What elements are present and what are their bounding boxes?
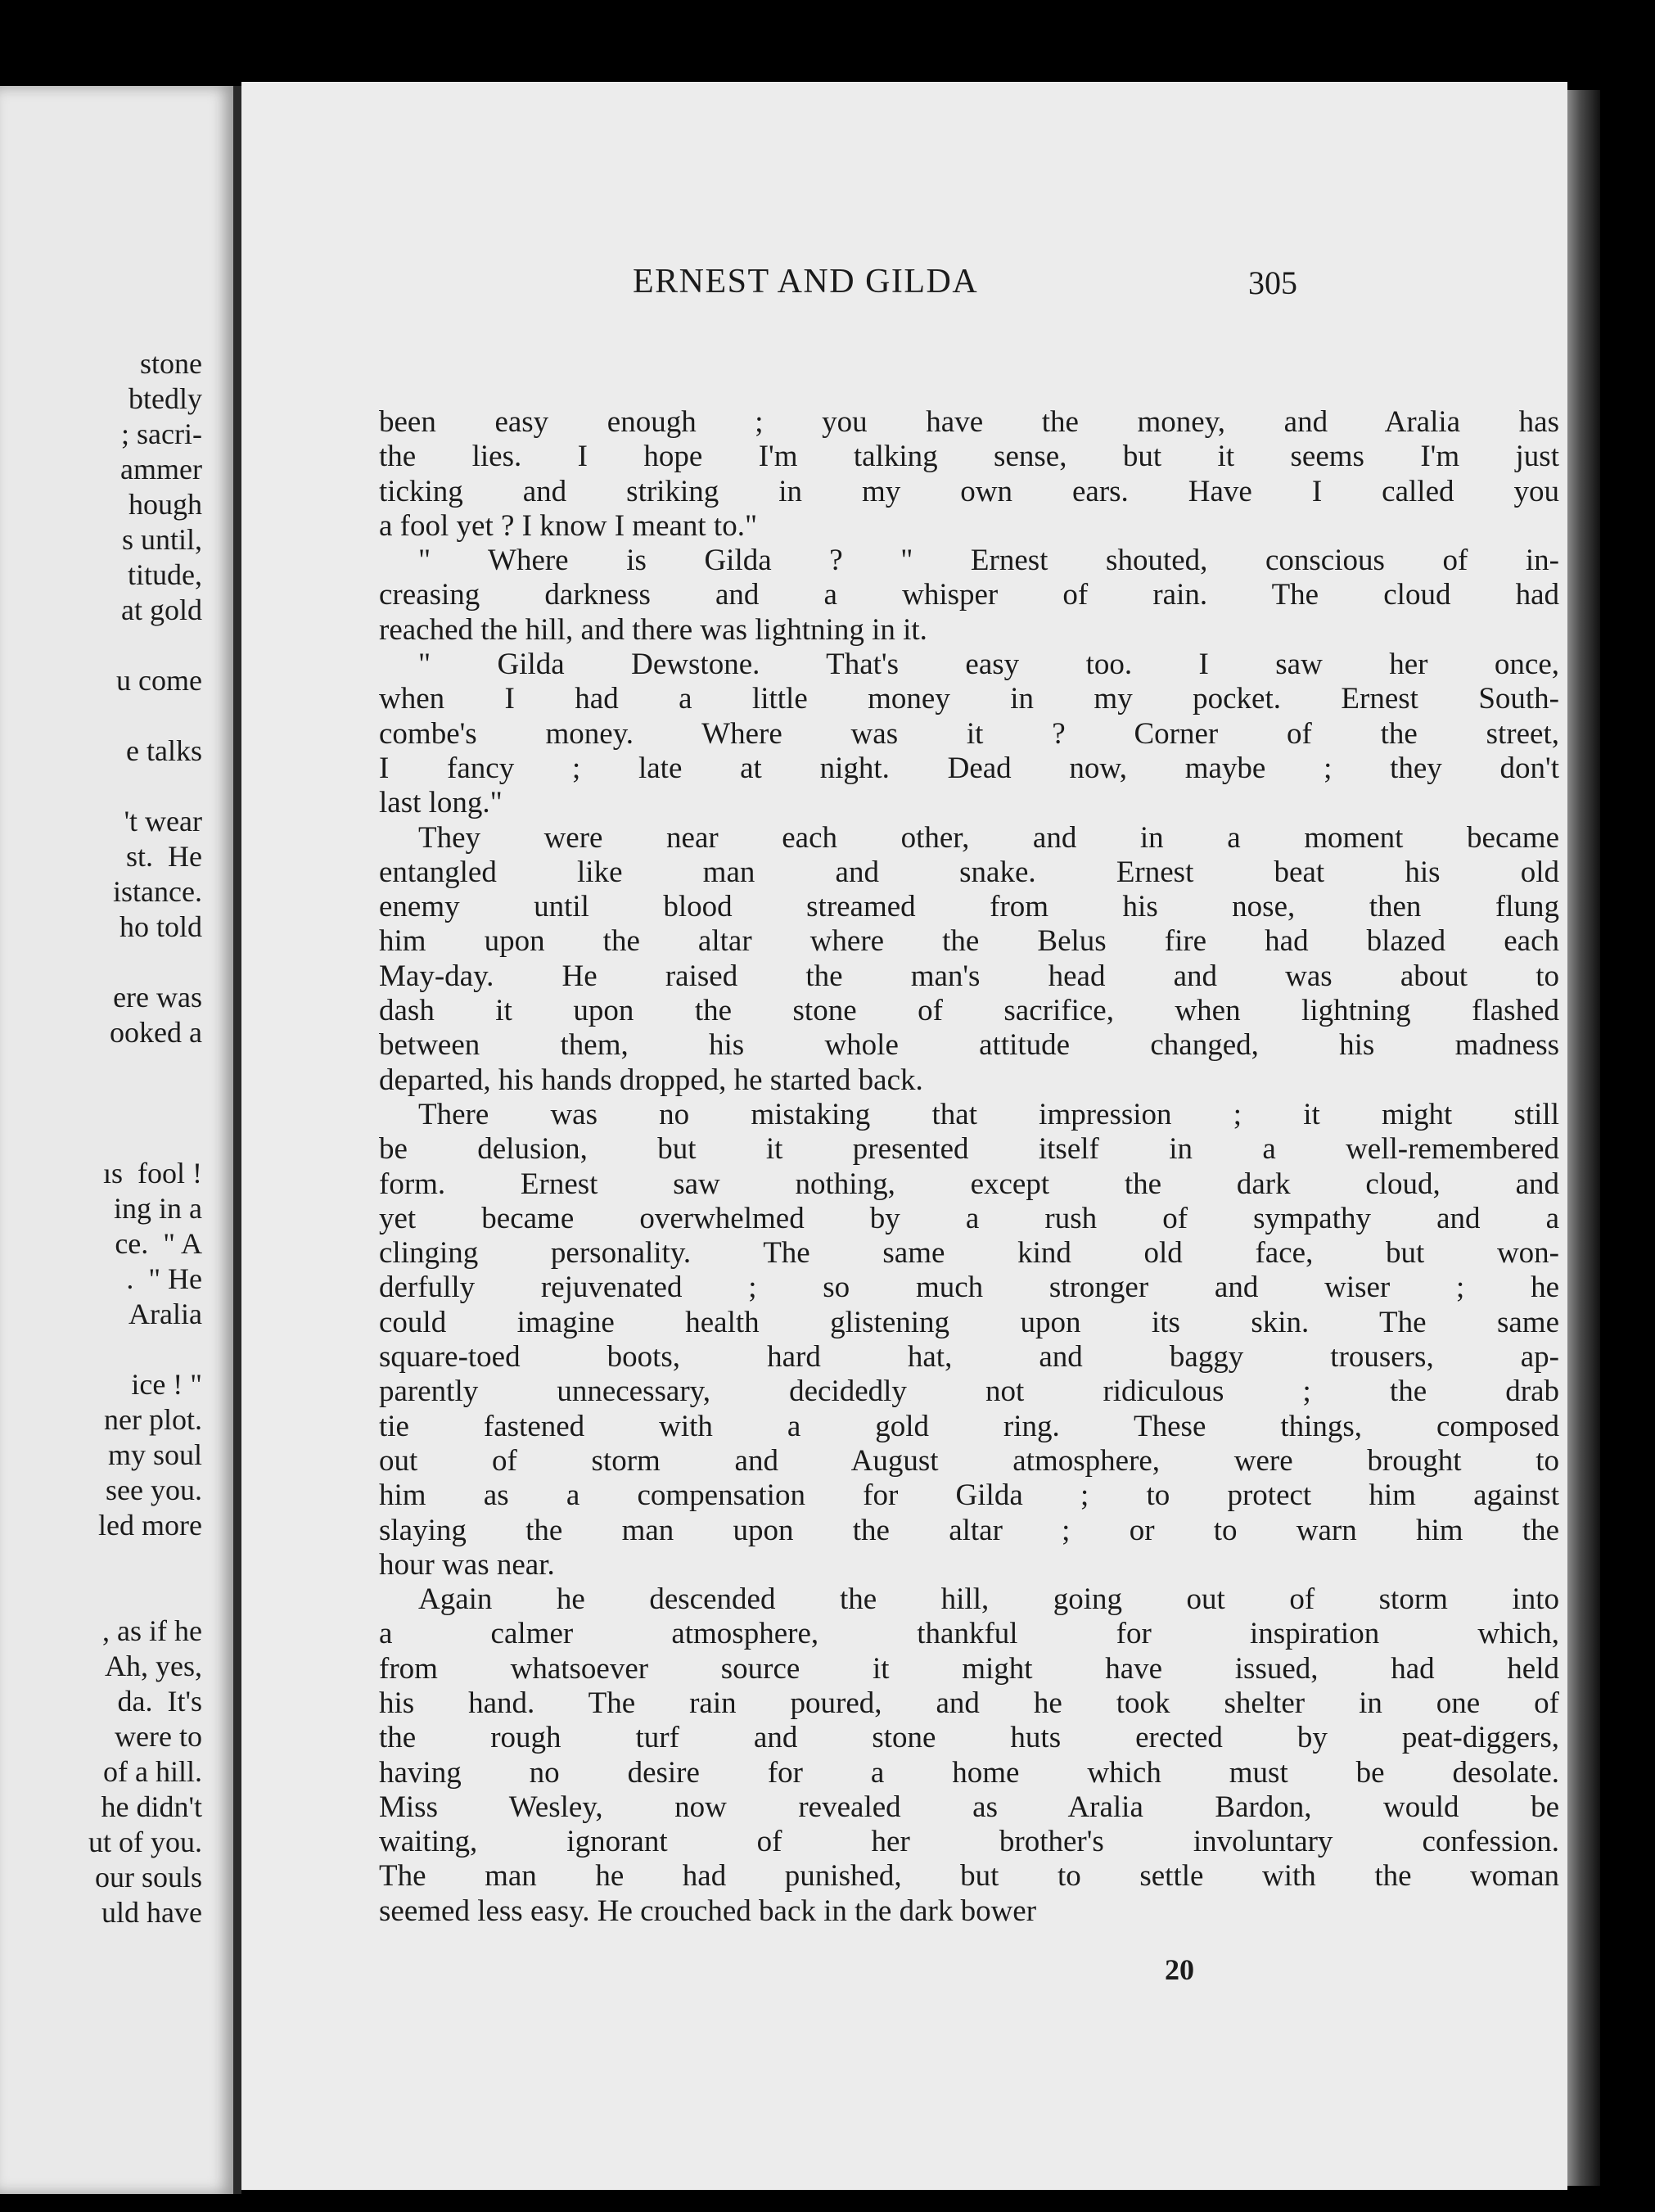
paragraph [379,648,1559,820]
left-page-line: da. It's [117,1685,202,1718]
text-line: when I had a little money in my pocket. Ernest South- [379,682,1559,716]
text-line: a fool yet ? I know I meant to." [379,508,758,543]
left-page-line: ere was [113,981,202,1013]
text-line: form. Ernest saw nothing, except the dark cloud, and [379,1167,1559,1201]
page-edge [1567,90,1600,2186]
text-line: out of storm and August atmosphere, were brought to [379,1443,1559,1478]
paragraph [379,544,1559,648]
left-page-line [88,1086,202,1121]
text-line: reached the hill, and there was lightning in it. [379,612,927,647]
left-page-line: ice ! " [131,1368,202,1401]
text-line: The man he had punished, but to settle with the woman [379,1859,1559,1894]
left-page-line: ıs fool ! [103,1157,202,1190]
left-page-line: istance. [113,875,202,908]
right-page [241,82,1567,2190]
text-line: enemy until blood streamed from his nose, then flung [379,890,1559,924]
left-page-line: Aralia [129,1298,202,1330]
left-page-line: ooked a [110,1016,202,1049]
text-line: I fancy ; late at night. Dead now, maybe ; they don't [379,751,1559,785]
left-page-line: of a hill. [103,1755,202,1788]
text-line: entangled like man and snake. Ernest beat his old [379,855,1559,889]
left-page-line: were to [115,1720,202,1753]
text-line: having no desire for a home which must be desolate. [379,1755,1559,1790]
left-page-line [88,1578,202,1614]
text-line: last long." [379,786,503,820]
left-page-line: . " He [126,1262,202,1295]
text-line: the lies. I hope I'm talking sense, but it seems I'm just [379,440,1559,474]
text-line: him upon the altar where the Belus fire had blazed each [379,924,1559,959]
left-page-line: Ah, yes, [105,1650,202,1682]
left-page-line: our souls [94,1861,202,1894]
left-page-line: he didn't [101,1790,202,1823]
text-line: combe's money. Where was it ? Corner of the street, [379,716,1559,751]
left-page-line [88,1050,202,1086]
left-page-line [88,1121,202,1156]
text-line: him as a compensation for Gilda ; to protect him against [379,1478,1559,1513]
text-line: waiting, ignorant of her brother's involuntary confession. [379,1825,1559,1859]
text-line: seemed less easy. He crouched back in the dark bower [379,1894,1037,1928]
text-line: parently unnecessary, decidedly not ridiculous ; the drab [379,1375,1559,1409]
running-head [241,262,1567,303]
text-line: between them, his whole attitude changed, his madness [379,1028,1559,1063]
left-page-line: my soul [107,1438,202,1471]
text-line: " Where is Gilda ? " Ernest shouted, conscious of in- [418,544,1559,578]
text-line: Again he descended the hill, going out of storm into [418,1582,1559,1617]
left-page-line: e talks [126,734,202,767]
left-page-line: at gold [121,594,202,626]
text-line: from whatsoever source it might have issued, had held [379,1651,1559,1686]
running-head-title: ERNEST AND GILDA [633,263,979,300]
left-page-line [88,628,202,663]
text-line: a calmer atmosphere, thankful for inspiration which, [379,1617,1559,1651]
left-page-line: 't wear [124,805,202,837]
page-number: 305 [1248,264,1297,301]
paragraph [379,405,1559,544]
text-line: departed, his hands dropped, he started back. [379,1063,923,1097]
text-line: clinging personality. The same kind old face, but won- [379,1236,1559,1271]
left-page-line: stone [140,347,202,380]
signature-mark: 20 [1165,1953,1194,1986]
text-line: derfully rejuvenated ; so much stronger and wiser ; he [379,1271,1559,1305]
text-line: his hand. The rain poured, and he took shelter in one of [379,1686,1559,1720]
left-page-line: led more [98,1509,202,1542]
left-page-text [88,346,202,1930]
left-page-line: ce. " A [115,1227,202,1260]
left-page-line [88,1332,202,1367]
left-page-line: btedly [129,382,202,415]
left-page-line: st. He [126,840,202,873]
paragraph [379,1582,1559,1929]
book-gutter [233,86,241,2194]
left-page [0,86,233,2194]
text-line: square-toed boots, hard hat, and baggy trousers, ap- [379,1340,1559,1375]
left-page-line: ing in a [114,1192,202,1225]
left-page-line: hough [129,488,202,521]
text-line: They were near each other, and in a moment became [418,820,1559,855]
text-line: the rough turf and stone huts erected by peat-diggers, [379,1721,1559,1755]
left-page-line: uld have [101,1896,202,1929]
left-page-line: ut of you. [88,1826,202,1858]
body-text [379,405,1559,1929]
left-page-line: , as if he [102,1614,202,1647]
text-line: May-day. He raised the man's head and was about to [379,959,1559,993]
left-page-line [88,1543,202,1578]
text-line: Miss Wesley, now revealed as Aralia Bardon, would be [379,1790,1559,1824]
text-line: yet became overwhelmed by a rush of sympathy and a [379,1201,1559,1235]
left-page-line [88,698,202,734]
left-page-line [88,769,202,804]
text-line: slaying the man upon the altar ; or to warn him the [379,1513,1559,1547]
left-page-line: s until, [121,523,202,556]
text-line: There was no mistaking that impression ; it might still [418,1097,1559,1131]
text-line: ticking and striking in my own ears. Have I called you [379,474,1559,508]
text-line: could imagine health glistening upon its skin. The same [379,1305,1559,1339]
text-line: hour was near. [379,1547,555,1582]
left-page-line: ner plot. [104,1403,202,1436]
left-page-line [88,945,202,980]
left-page-line: ; sacri- [121,418,202,450]
left-page-line: titude, [128,558,202,591]
text-line: tie fastened with a gold ring. These things, composed [379,1409,1559,1443]
text-line: been easy enough ; you have the money, and Aralia has [379,405,1559,439]
left-page-line: ho told [111,910,202,943]
text-line: creasing darkness and a whisper of rain. The cloud had [379,578,1559,612]
paragraph [379,1098,1559,1582]
paragraph [379,821,1559,1098]
text-line: dash it upon the stone of sacrifice, when lightning flashed [379,994,1559,1028]
text-line: be delusion, but it presented itself in a well-remembered [379,1132,1559,1167]
left-page-line: see you. [106,1474,202,1506]
left-page-line: u come [116,664,202,697]
left-page-line: ammer [120,453,202,485]
text-line: " Gilda Dewstone. That's easy too. I saw her once, [418,648,1559,682]
